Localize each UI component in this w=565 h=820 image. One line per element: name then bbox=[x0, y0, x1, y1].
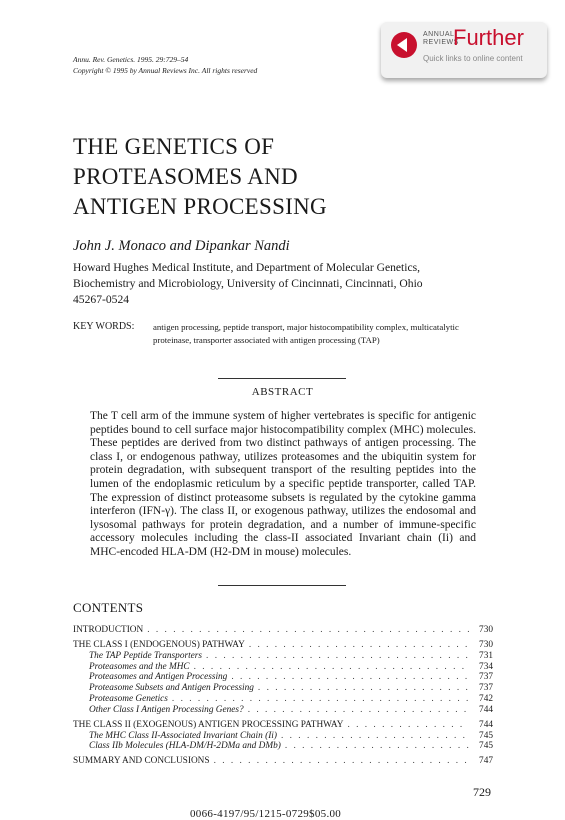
toc-leader-dots bbox=[258, 683, 469, 694]
toc-entry-label: Proteasome Subsets and Antigen Processing bbox=[89, 683, 254, 694]
table-of-contents bbox=[73, 625, 493, 767]
abstract-text: The T cell arm of the immune system of higher vertebrates is specific for antigenic peptides bound to cell surface major histocompatibility complex (MHC) molecules. These peptides are derived from two distinct pathways of antigen processing. The class I, or endogenous pathway, utilizes proteasomes and the ubiquitin system for protein degradation, with subsequent transport of the resulting peptides into the lumen of the endoplasmic reticulum by a specific peptide transporter, called TAP. The expression of distinct proteasome subsets is regulated by the cytokine gamma interferon (IFN-γ). The class II, or exogenous pathway, utilizes the endosomal and lysosomal pathways for protein degradation, and a number of immune-specific accessory molecules including the class-II associated Invariant chain (Ii) and MHC-encoded HLA-DM (H2-DM in mouse) molecules. bbox=[90, 410, 476, 558]
toc-entry-label: INTRODUCTION bbox=[73, 625, 144, 635]
toc-entry-label: Proteasome Genetics bbox=[89, 693, 168, 704]
divider bbox=[218, 585, 346, 586]
toc-leader-dots bbox=[206, 651, 469, 662]
abstract-heading: ABSTRACT bbox=[251, 386, 314, 398]
keywords-label: KEY WORDS: bbox=[73, 321, 135, 332]
toc-entry-label: Other Class I Antigen Processing Genes? bbox=[89, 704, 244, 715]
toc-entry-page: 744 bbox=[479, 719, 493, 730]
copyright-line: Copyright © 1995 by Annual Reviews Inc. All rights reserved bbox=[73, 66, 258, 75]
toc-entry-page: 731 bbox=[479, 650, 493, 661]
toc-entry-page: 747 bbox=[479, 756, 493, 767]
divider bbox=[218, 378, 346, 379]
toc-entry[interactable] bbox=[73, 720, 493, 731]
toc-entry[interactable] bbox=[73, 651, 493, 662]
journal-citation: Annu. Rev. Genetics. 1995. 29:729–54 bbox=[73, 55, 189, 64]
page-number: 729 bbox=[473, 785, 491, 799]
toc-entry[interactable] bbox=[73, 625, 493, 636]
toc-entry[interactable] bbox=[73, 731, 493, 742]
toc-leader-dots bbox=[281, 731, 469, 742]
toc-entry[interactable] bbox=[73, 640, 493, 651]
further-banner[interactable] bbox=[381, 22, 547, 78]
toc-leader-dots bbox=[231, 672, 469, 683]
article-title: THE GENETICS OF PROTEASOMES AND ANTIGEN PROCESSING bbox=[73, 134, 327, 219]
toc-entry[interactable] bbox=[73, 756, 493, 767]
toc-entry[interactable] bbox=[73, 705, 493, 716]
toc-entry-label: THE CLASS I (ENDOGENOUS) PATHWAY bbox=[73, 639, 245, 650]
author-affiliation: Howard Hughes Medical Institute, and Department of Molecular Genetics, Biochemistry and Microbiology, University of Cincinnati, Cincinnati, Ohio 45267-0524 bbox=[73, 261, 423, 306]
toc-leader-dots bbox=[194, 662, 469, 673]
toc-entry-page: 737 bbox=[479, 683, 493, 694]
toc-entry-label: Class IIb Molecules (HLA-DM/H-2DMa and DMb) bbox=[89, 741, 281, 752]
keywords-text: antigen processing, peptide transport, major histocompatibility complex, multicatalytic proteinase, transporter associated with antigen processing (TAP) bbox=[153, 322, 459, 345]
toc-entry-label: The TAP Peptide Transporters bbox=[89, 650, 203, 661]
toc-entry[interactable] bbox=[73, 741, 493, 752]
toc-entry-page: 745 bbox=[479, 741, 493, 752]
toc-entry-label: SUMMARY AND CONCLUSIONS bbox=[73, 756, 210, 767]
toc-leader-dots bbox=[347, 720, 469, 731]
toc-entry[interactable] bbox=[73, 662, 493, 673]
toc-entry-page: 730 bbox=[479, 639, 493, 650]
toc-entry-page: 745 bbox=[479, 730, 493, 741]
toc-entry-page: 730 bbox=[479, 625, 493, 635]
annual-reviews-logo-text: ANNUAL REVIEWS bbox=[423, 31, 459, 46]
toc-entry-label: The MHC Class II-Associated Invariant Chain (Ii) bbox=[89, 730, 277, 741]
toc-entry-page: 734 bbox=[479, 661, 493, 672]
article-authors: John J. Monaco and Dipankar Nandi bbox=[73, 238, 290, 254]
toc-leader-dots bbox=[248, 705, 469, 716]
toc-entry-label: Proteasomes and the MHC bbox=[89, 661, 190, 672]
toc-entry-page: 737 bbox=[479, 672, 493, 683]
toc-entry-label: THE CLASS II (EXOGENOUS) ANTIGEN PROCESSING PATHWAY bbox=[73, 719, 344, 730]
toc-entry[interactable] bbox=[73, 694, 493, 705]
further-tagline: Quick links to online content bbox=[423, 54, 523, 63]
toc-entry[interactable] bbox=[73, 672, 493, 683]
toc-leader-dots bbox=[147, 625, 469, 636]
toc-entry-label: Proteasomes and Antigen Processing bbox=[89, 672, 228, 683]
toc-leader-dots bbox=[285, 741, 469, 752]
footer-code: 0066-4197/95/1215-0729$05.00 bbox=[190, 808, 342, 820]
further-title: Further bbox=[453, 25, 524, 50]
toc-entry[interactable] bbox=[73, 683, 493, 694]
toc-entry-page: 744 bbox=[479, 704, 493, 715]
toc-leader-dots bbox=[214, 756, 469, 767]
contents-heading: CONTENTS bbox=[73, 600, 144, 615]
toc-leader-dots bbox=[172, 694, 469, 705]
toc-entry-page: 742 bbox=[479, 693, 493, 704]
toc-leader-dots bbox=[249, 640, 469, 651]
back-arrow-icon bbox=[391, 32, 417, 58]
